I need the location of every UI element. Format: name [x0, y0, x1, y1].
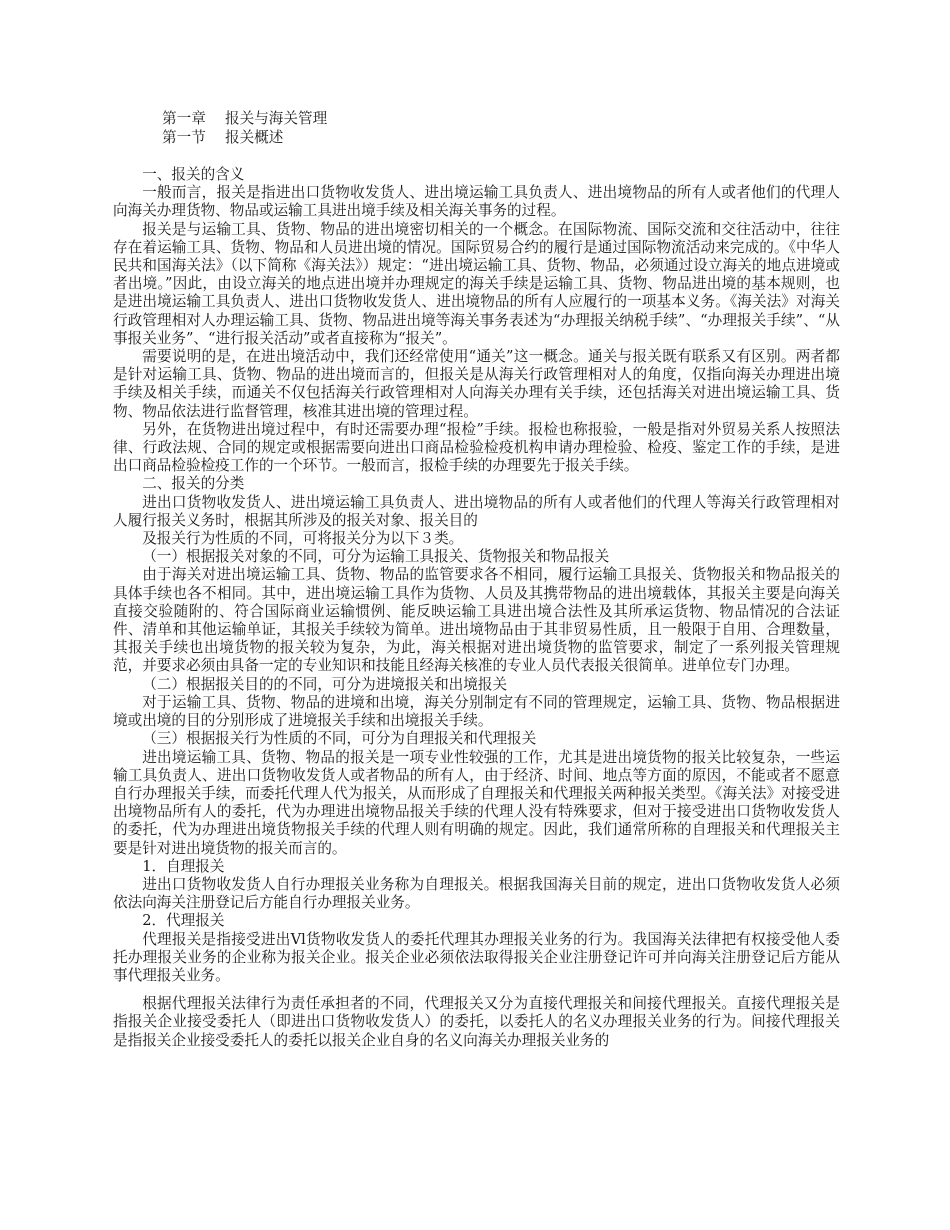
paragraph: 代理报关是指接受进出Vl货物收发货人的委托代理其办理报关业务的行为。我国海关法律把有权接受他人委托办理报关业务的企业称为报关企业。报关企业必须依法取得报关企业注册登记许可并向海关注册登记后方能从事代理报关业务。 — [113, 930, 840, 984]
paragraph: 进出境运输工具、货物、物品的报关是一项专业性较强的工作，尤其是进出境货物的报关比较复杂，一些运输工具负责人、进出口货物收发货人或者物品的所有人，由于经济、时间、地点等方面的原因，不能或者不愿意自行办理报关手续，而委托代理人代为报关，从而形成了自理报关和代理报关两种报关类型。《海关法》对接受进出境物品所有人的委托，代为办理进出境物品报关手续的代理人没有特殊要求，但对于接受进出口货物收发货人的委托，代为办理进出境货物报关手续的代理人则有明确的规定。因此，我们通常所称的自理报关和代理报关主要是针对进出境货物的报关而言的。 — [113, 748, 840, 857]
heading-meaning: 一、报关的含义 — [142, 166, 245, 183]
heading-agency-declaration: 2．代理报关 — [142, 912, 225, 930]
paragraph: 进出口货物收发货人自行办理报关业务称为自理报关。根据我国海关目前的规定，进出口货物收发货人必须依法向海关注册登记后方能自行办理报关业务。 — [113, 875, 840, 912]
subheading-by-nature: （三）根据报关行为性质的不同，可分为自理报关和代理报关 — [142, 730, 537, 748]
paragraph: 一般而言，报关是指进出口货物收发货人、进出境运输工具负责人、进出境物品的所有人或者他们的代理人向海关办理货物、物品或运输工具进出境手续及相关海关事务的过程。 — [113, 184, 840, 220]
paragraph: 根据代理报关法律行为责任承担者的不同，代理报关又分为直接代理报关和间接代理报关。直接代理报关是指报关企业接受委托人（即进出口货物收发货人）的委托，以委托人的名义办理报关业务的行为。间接代理报关是指报关企业接受委托人的委托以报关企业自身的名义向海关办理报关业务的 — [113, 995, 840, 1049]
paragraph: 报关是与运输工具、货物、物品的进出境密切相关的一个概念。在国际物流、国际交流和交往活动中，往往存在着运输工具、货物、物品和人员进出境的情况。国际贸易合约的履行是通过国际物流活动来完成的。《中华人民共和国海关法》（以下简称《海关法》）规定：“进出境运输工具、货物、物品，必须通过设立海关的地点进境或者出境。”因此，由设立海关的地点进出境并办理规定的海关手续是运输工具、货物、物品进出境的基本规则，也是进出境运输工具负责人、进出口货物收发货人、进出境物品的所有人应履行的一项基本义务。《海关法》对海关行政管理相对人办理运输工具、货物、物品进出境等海关事务表述为“办理报关纳税手续”、“办理报关手续”、“从事报关业务”、“进行报关活动”或者直接称为“报关”。 — [113, 220, 840, 347]
heading-self-declaration: 1．自理报关 — [142, 857, 225, 875]
paragraph: 及报关行为性质的不同，可将报关分为以下３类。 — [142, 530, 464, 548]
heading-classification: 二、报关的分类 — [142, 475, 245, 493]
section-title: 第一节 报关概述 — [162, 129, 284, 146]
paragraph: 由于海关对进出境运输工具、货物、物品的监管要求各不相同，履行运输工具报关、货物报关和物品报关的具体手续也各不相同。其中，进出境运输工具作为货物、人员及其携带物品的进出境载体，其报关主要是向海关直接交验随附的、符合国际商业运输惯例、能反映运输工具进出境合法性及其所承运货物、物品情况的合法证件、清单和其他运输单证，其报关手续较为简单。进出境物品由于其非贸易性质，且一般限于自用、合理数量，其报关手续也出境货物的报关较为复杂，为此，海关根据对进出境货物的监管要求，制定了一系列报关管理规范，并要求必须由具备一定的专业知识和技能且经海关核准的专业人员代表报关很简单。进单位专门办理。 — [113, 566, 840, 675]
subheading-by-purpose: （二）根据报关目的的不同，可分为进境报关和出境报关 — [142, 675, 508, 693]
paragraph: 对于运输工具、货物、物品的进境和出境，海关分别制定有不同的管理规定，运输工具、货物、物品根据进境或出境的目的分别形成了进境报关手续和出境报关手续。 — [113, 693, 840, 730]
subheading-by-object: （一）根据报关对象的不同，可分为运输工具报关、货物报关和物品报关 — [142, 548, 610, 566]
document-body — [113, 166, 840, 1050]
paragraph: 另外，在货物进出境过程中，有时还需要办理“报检”手续。报检也称报验，一般是指对外贸易关系人按照法律、行政法规、合同的规定或根据需要向进出口商品检验检疫机构申请办理检验、检疫、鉴定工作的手续，是进出口商品检验检疫工作的一个环节。一般而言，报检手续的办理要先于报关手续。 — [113, 420, 840, 475]
chapter-title: 第一章 报关与海关管理 — [162, 110, 328, 127]
paragraph: 进出口货物收发货人、进出境运输工具负责人、进出境物品的所有人或者他们的代理人等海关行政管理相对人履行报关义务时，根据其所涉及的报关对象、报关目的 — [113, 493, 840, 529]
paragraph: 需要说明的是，在进出境活动中，我们还经常使用“通关”这一概念。通关与报关既有联系又有区别。两者都是针对运输工具、货物、物品的进出境而言的，但报关是从海关行政管理相对人的角度，仅指向海关办理进出境手续及相关手续，而通关不仅包括海关行政管理相对人向海关办理有关手续，还包括海关对进出境运输工具、货物、物品依法进行监督管理，核准其进出境的管理过程。 — [113, 348, 840, 420]
